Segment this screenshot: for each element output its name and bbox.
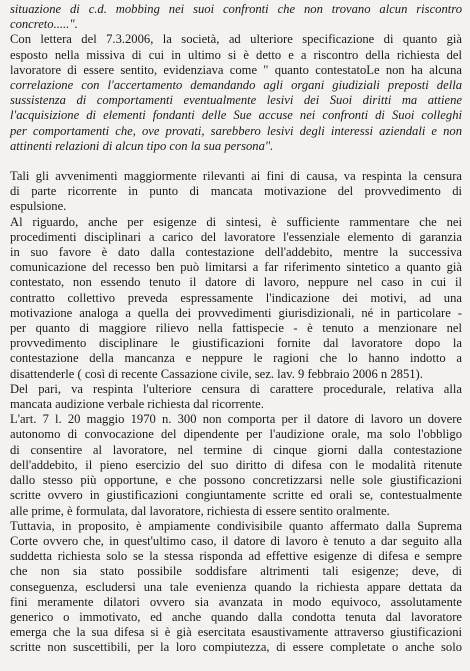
text-line: in suo favore è dato dalla contestazione dell'addebito, mentre la successiva xyxy=(10,245,462,260)
text-line: esposto nella missiva di cui in ultimo si è detto e a riscontro della richiesta del xyxy=(10,47,462,62)
text-line: Al riguardo, anche per esigenze di sintesi, è sufficiente rammentare che nei xyxy=(10,214,462,229)
text-line: dell'addebito, il pieno esercizio del suo diritto di difesa con le modalità ritenute xyxy=(10,457,462,472)
text-line: suddetta richiesta solo se la stessa risponda ad effettive esigenze di difesa e sempre xyxy=(10,549,462,564)
text-line: Del pari, va respinta l'ulteriore censura di carattere procedurale, relativa alla xyxy=(10,381,462,396)
text-line: contestato, non essendo tenuto il datore di lavoro, neppure nel caso in cui il xyxy=(10,275,462,290)
text-line: disattenderle ( così di recente Cassazione civile, sez. lav. 9 febbraio 2006 n 2851). xyxy=(10,366,423,381)
text-line: sussistenza di comportamenti eventualmente lesivi dei Suoi diritti ma attiene xyxy=(10,93,462,108)
text-line: per quanto di maggiore rilievo nella fattispecie - è tenuto a menzionare nel xyxy=(10,321,462,336)
text-line: generico o immotivato, ed anche quando dalla condotta tenuta dal lavoratore xyxy=(10,609,462,624)
text-line: Corte ovvero che, in quest'ultimo caso, il datore di lavoro è tenuto a dar seguito alla xyxy=(10,533,462,548)
text-line: correlazione con l'accertamento demandando agli organi giudiziali preposti della xyxy=(10,78,462,93)
text-line: provvedimento disciplinare le giustificazioni fornite dal lavoratore dopo la xyxy=(10,336,462,351)
text-line: l'acquisizione di elementi fondanti delle Sue accuse nei confronti di Suoi colleghi xyxy=(10,108,462,123)
text-line: alle prime, è formulata, dal lavoratore, richiesta di essere sentito oralmente. xyxy=(10,503,390,518)
text-line: contratto collettivo preveda espressamente l'indicazione dei motivi, ad una xyxy=(10,290,462,305)
text-line: lavoratore di essere sentito, evidenziava come " quanto contestatoLe non ha alcuna xyxy=(10,62,462,77)
quote-block-end xyxy=(10,2,462,32)
text-line: conseguenza, escludersi una tale evenienza quando la richiesta appare dettata da xyxy=(10,579,462,594)
text-line: comunicazione del recesso ben può limitarsi a far riferimento sintetico a quanto già xyxy=(10,260,462,275)
text-line: di parte ricorrente in punto di mancata motivazione del provvedimento di xyxy=(10,184,462,199)
text-line: situazione di c.d. mobbing nei suoi confronti che non trovano alcun riscontro xyxy=(10,2,462,16)
paragraph-letter xyxy=(10,32,462,154)
text-line: che non sia stato possibile soddisfare altrimenti tali esigenze; deve, di xyxy=(10,564,462,579)
text-line: fini meramente dilatori ovvero sia avanzata in modo equivoco, assolutamente xyxy=(10,594,462,609)
text-line: concreto.....". xyxy=(10,17,78,32)
text-line: mancata audizione verbale richiesta dal ricorrente. xyxy=(10,397,264,412)
text-line: scritte non suscettibili, per la loro compiutezza, di essere completate o anche solo xyxy=(10,640,462,655)
text-line: motivazione analoga a quella dei provvedimenti giurisdizionali, né in particolare - xyxy=(10,305,462,320)
text-line: dallo stesso più opportune, e che possono concretizzarsi nelle sole giustificazioni xyxy=(10,473,462,488)
text-line: espulsione. xyxy=(10,199,67,214)
paragraph-gap xyxy=(10,154,462,169)
text-line: Tali gli avvenimenti maggiormente rilevanti ai fini di causa, va respinta la censura xyxy=(10,169,462,184)
text-line: emerga che la sua difesa si è già esercitata esaustivamente attraverso giustificazioni xyxy=(10,625,462,640)
text-line: per comportamenti che, ove provati, sarebbero lesivi degli interessi aziendali e non xyxy=(10,123,462,138)
text-line: L'art. 7 l. 20 maggio 1970 n. 300 non comporta per il datore di lavoro un dovere xyxy=(10,412,462,427)
text-line: procedimenti disciplinari a carico del lavoratore l'essenziale elemento di garanzia xyxy=(10,229,462,244)
text-line: contestazione della mancanza e neppure le ragioni che lo hanno indotto a xyxy=(10,351,462,366)
text-line: scritte ovvero in giustificazioni congiuntamente scritte ed orali se, contestualmente xyxy=(10,488,462,503)
text-line: autonomo di convocazione del dipendente per l'audizione orale, ma solo l'obbligo xyxy=(10,427,462,442)
text-line: di consentire al lavoratore, nel termine di cinque giorni dalla contestazione xyxy=(10,442,462,457)
text-line: Con lettera del 7.3.2006, la società, ad ulteriore specificazione di quanto già xyxy=(10,32,462,47)
text-line: Tuttavia, in proposito, è ampiamente condivisibile quanto affermato dalla Suprema xyxy=(10,518,462,533)
text-line: attinenti relazioni di alcun tipo con la sua persona". xyxy=(10,138,274,153)
paragraph-reasoning xyxy=(10,169,462,656)
